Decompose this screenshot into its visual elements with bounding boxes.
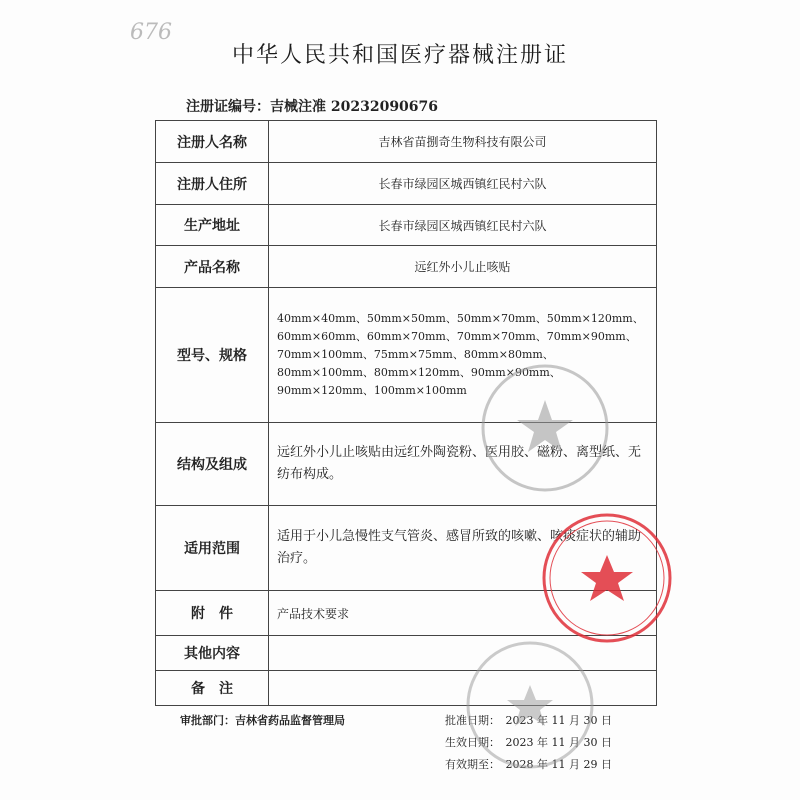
- row-label: 产品名称: [156, 246, 269, 288]
- row-value: 40mm×40mm、50mm×50mm、50mm×70mm、50mm×120mm、60mm×60mm、60mm×70mm、70mm×70mm、70mm×90mm、70mm×100mm、75mm×75mm、80mm×80mm、80mm×100mm、80mm×120mm、90mm×90mm、90mm×120mm、100mm×100mm: [269, 288, 657, 423]
- row-label: 型号、规格: [156, 288, 269, 423]
- document-title: 中华人民共和国医疗器械注册证: [231, 43, 568, 68]
- row-label: 注册人住所: [156, 163, 269, 205]
- valid-until: 有效期至： 2028 年 11 月 29 日: [445, 758, 612, 771]
- row-value: 适用于小儿急慢性支气管炎、感冒所致的咳嗽、咳痰症状的辅助治疗。: [269, 506, 657, 591]
- row-value: 吉林省苗捌奇生物科技有限公司: [269, 121, 657, 163]
- row-label: 备 注: [156, 671, 269, 706]
- row-value: 长春市绿园区城西镇红民村六队: [269, 205, 657, 246]
- row-label: 结构及组成: [156, 423, 269, 506]
- row-label: 注册人名称: [156, 121, 269, 163]
- row-label: 附 件: [156, 591, 269, 636]
- row-value: 产品技术要求: [269, 591, 657, 636]
- approval-date: 批准日期： 2023 年 11 月 30 日: [445, 714, 612, 727]
- effective-date: 生效日期： 2023 年 11 月 30 日: [445, 736, 612, 749]
- handwritten-note: 676: [130, 20, 172, 45]
- row-label: 生产地址: [156, 205, 269, 246]
- row-label: 其他内容: [156, 636, 269, 671]
- row-label: 适用范围: [156, 506, 269, 591]
- company-seal-grey: [483, 366, 607, 490]
- company-seal-red: [544, 515, 670, 641]
- registration-number: 注册证编号：吉械注准 20232090676: [186, 99, 439, 115]
- authority-seal-grey: [468, 643, 592, 767]
- row-value: 远红外小儿止咳贴: [269, 246, 657, 288]
- approval-department: 审批部门：吉林省药品监督管理局: [180, 714, 345, 727]
- row-value: 远红外小儿止咳贴由远红外陶瓷粉、医用胶、磁粉、离型纸、无纺布构成。: [269, 423, 657, 506]
- row-value: 长春市绿园区城西镇红民村六队: [269, 163, 657, 205]
